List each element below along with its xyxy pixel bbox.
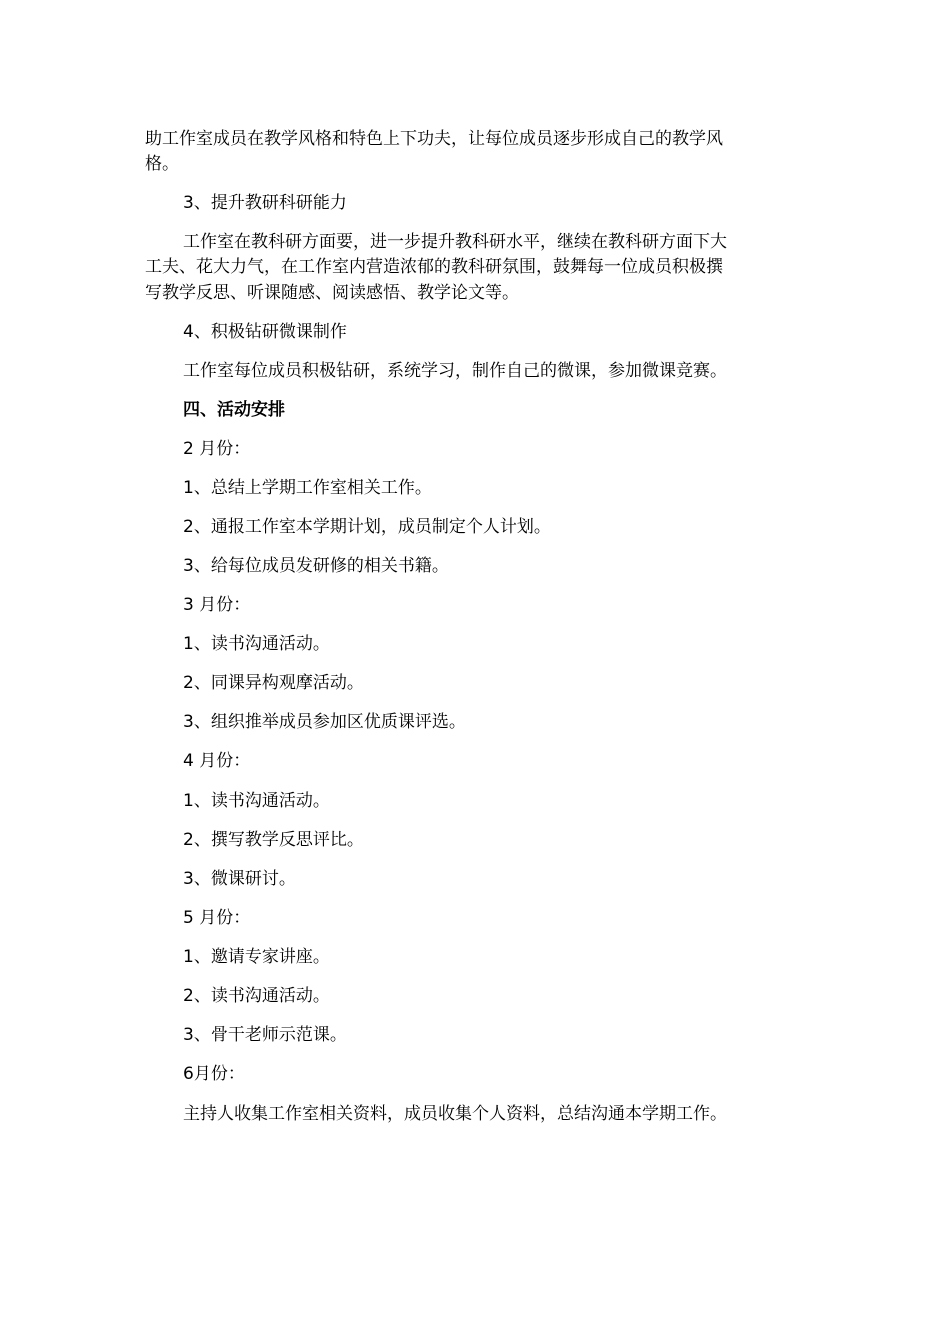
list-item: 2、撰写教学反思评比。 (183, 830, 364, 850)
section-heading: 四、活动安排 (183, 400, 285, 420)
month-heading: 4 月份： (183, 751, 251, 771)
list-item: 2、通报工作室本学期计划，成员制定个人计划。 (183, 517, 551, 537)
list-item: 1、邀请专家讲座。 (183, 947, 330, 967)
list-item: 3、骨干老师示范课。 (183, 1025, 347, 1045)
paragraph-line: 工夫、花大力气，在工作室内营造浓郁的教科研氛围，鼓舞每一位成员积极撰 (145, 257, 723, 277)
paragraph-line: 主持人收集工作室相关资料，成员收集个人资料，总结沟通本学期工作。 (183, 1104, 727, 1124)
paragraph-line: 助工作室成员在教学风格和特色上下功夫，让每位成员逐步形成自己的教学风 (145, 129, 723, 149)
month-heading: 6月份： (183, 1064, 245, 1084)
paragraph-line: 工作室在教科研方面要，进一步提升教科研水平，继续在教科研方面下大 (183, 232, 727, 252)
subheading: 3、提升教研科研能力 (183, 193, 347, 213)
list-item: 3、给每位成员发研修的相关书籍。 (183, 556, 449, 576)
paragraph-line: 工作室每位成员积极钻研，系统学习，制作自己的微课，参加微课竞赛。 (183, 361, 727, 381)
month-heading: 3 月份： (183, 595, 251, 615)
subheading: 4、积极钻研微课制作 (183, 322, 347, 342)
list-item: 2、读书沟通活动。 (183, 986, 330, 1006)
list-item: 3、组织推举成员参加区优质课评选。 (183, 712, 466, 732)
list-item: 1、总结上学期工作室相关工作。 (183, 478, 432, 498)
month-heading: 5 月份： (183, 908, 251, 928)
list-item: 1、读书沟通活动。 (183, 634, 330, 654)
month-heading: 2 月份： (183, 439, 251, 459)
paragraph-line: 格。 (145, 154, 179, 174)
list-item: 3、微课研讨。 (183, 869, 296, 889)
list-item: 2、同课异构观摩活动。 (183, 673, 364, 693)
paragraph-line: 写教学反思、听课随感、阅读感悟、教学论文等。 (145, 283, 519, 303)
list-item: 1、读书沟通活动。 (183, 791, 330, 811)
